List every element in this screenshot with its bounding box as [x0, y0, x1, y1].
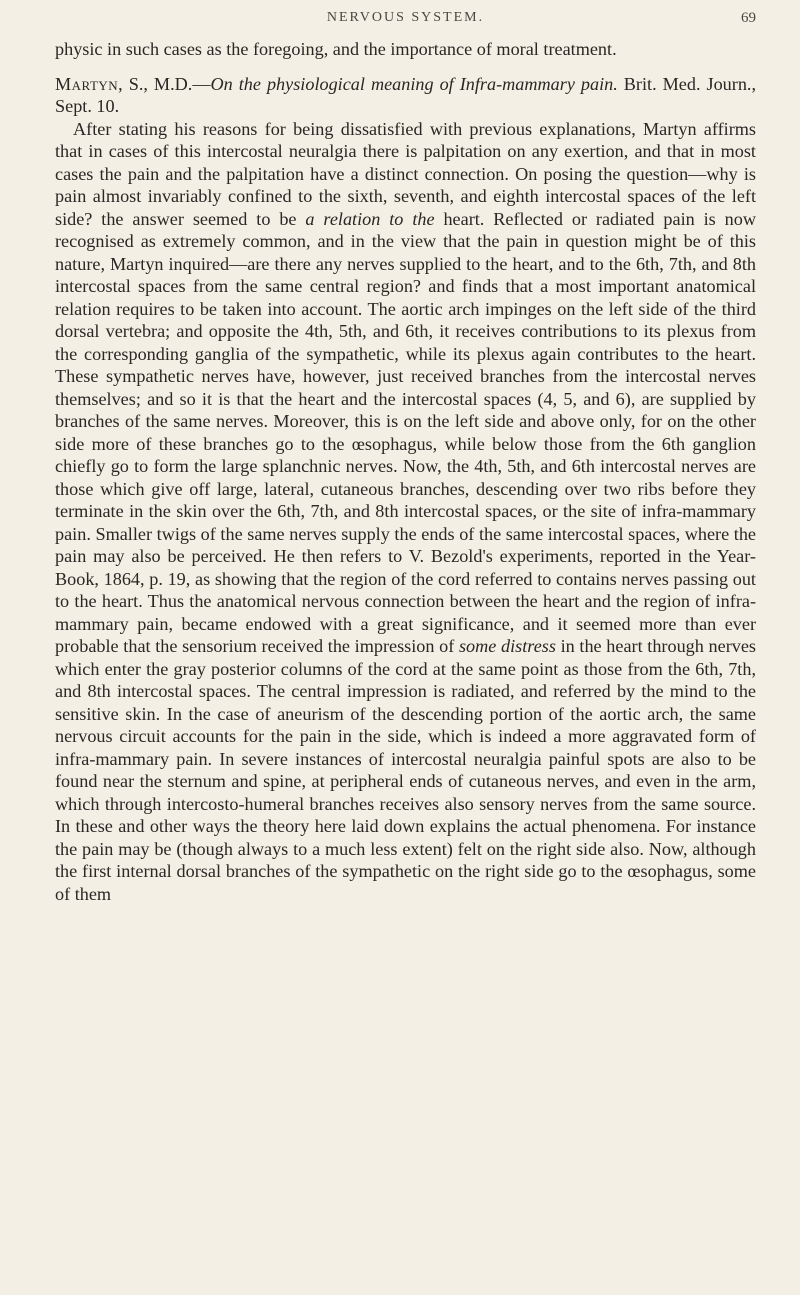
abstract-text-3: in the heart through nerves which enter the gray posterior columns of the cord at the same point as those from the 6th, 7th, and 8th intercostal spaces. The central impression is radiated, and referred by the mind to the sensitive skin. In the case of aneurism of the descending portion of the aortic arch, the same nervous circuit accounts for the pain in the side, which is indeed a more aggravated form of infra-mammary pain. In severe instances of intercostal neuralgia painful spots are also to be found near the sternum and spine, at peripheral ends of cutaneous nerves, and even in the arm, which through intercosto-humeral branches receives also sensory nerves from the same source. In these and other ways the theory here laid down explains the actual phenomena. For instance the pain may be (though always to a much less extent) felt on the right side also. Now, although the first internal dorsal branches of the sympathetic on the right side go to the œsophagus, some of them — [55, 636, 756, 904]
abstract-paragraph — [55, 118, 756, 906]
bibliographic-entry — [55, 73, 756, 118]
page-number: 69 — [741, 10, 756, 26]
entry-author: Martyn — [55, 73, 119, 94]
page-body — [55, 38, 756, 905]
entry-author-details: , S., M.D.— — [118, 73, 211, 94]
intro-paragraph: physic in such cases as the foregoing, and the importance of moral treatment. — [55, 39, 617, 59]
abstract-text-1: After stating his reasons for being dissatisfied with previous explanations, Martyn affirms that in cases of this intercostal neuralgia there is palpitation on any exertion, and that in most cases the pain and the palpitation have a distinct connection. On posing the question—why is pain almost invariably confined to the sixth, seventh, and eighth intercostal spaces of the left side? the answer seemed to be — [55, 118, 756, 229]
running-header — [55, 10, 756, 32]
abstract-emphasis-2: some distress — [458, 636, 556, 656]
abstract-emphasis-1: a relation to the — [305, 208, 435, 229]
running-title: NERVOUS SYSTEM. — [326, 10, 485, 25]
abstract-text-2: heart. Reflected or radiated pain is now recognised as extremely common, and in the view that the pain in question might be of this nature, Martyn inquired—are there any nerves supplied to the heart, and to the 6th, 7th, and 8th intercostal spaces from the same central region? and finds that a most important anatomical relation requires to be taken into account. The aortic arch impinges on the left side of the third dorsal vertebra; and opposite the 4th, 5th, and 6th, it receives contributions to its plexus from the corresponding ganglia of the sympathetic, while its plexus again contributes to the heart. These sympathetic nerves have, however, just received branches from the intercostal nerves themselves; and so it is that the heart and the intercostal spaces (4, 5, and 6), are supplied by branches of the same nerves. Moreover, this is on the left side and above only, for on the other side more of these branches go to the œsophagus, while below those from the 6th ganglion chiefly go to form the large splanchnic nerves. Now, the 4th, 5th, and 6th intercostal nerves are those which give off large, lateral, cutaneous branches, descending over two ribs before they terminate in the skin over the 6th, 7th, and 8th intercostal spaces, or the site of infra-mammary pain. Smaller twigs of the same nerves supply the ends of the same intercostal spaces, where the pain may also be perceived. He then refers to V. Bezold's experiments, reported in the Year-Book, 1864, p. 19, as showing that the region of the cord referred to contains nerves passing out to the heart. Thus the anatomical nervous connection between the heart and the region of infra-mammary pain, became endowed with a great significance, and it seemed more than ever probable that the sensorium received the impression of — [55, 208, 756, 656]
entry-citation: Brit. Med. Journ., Sept. 10. — [55, 73, 757, 116]
entry-title: On the physiological meaning of Infra-mammary pain. — [210, 73, 618, 94]
